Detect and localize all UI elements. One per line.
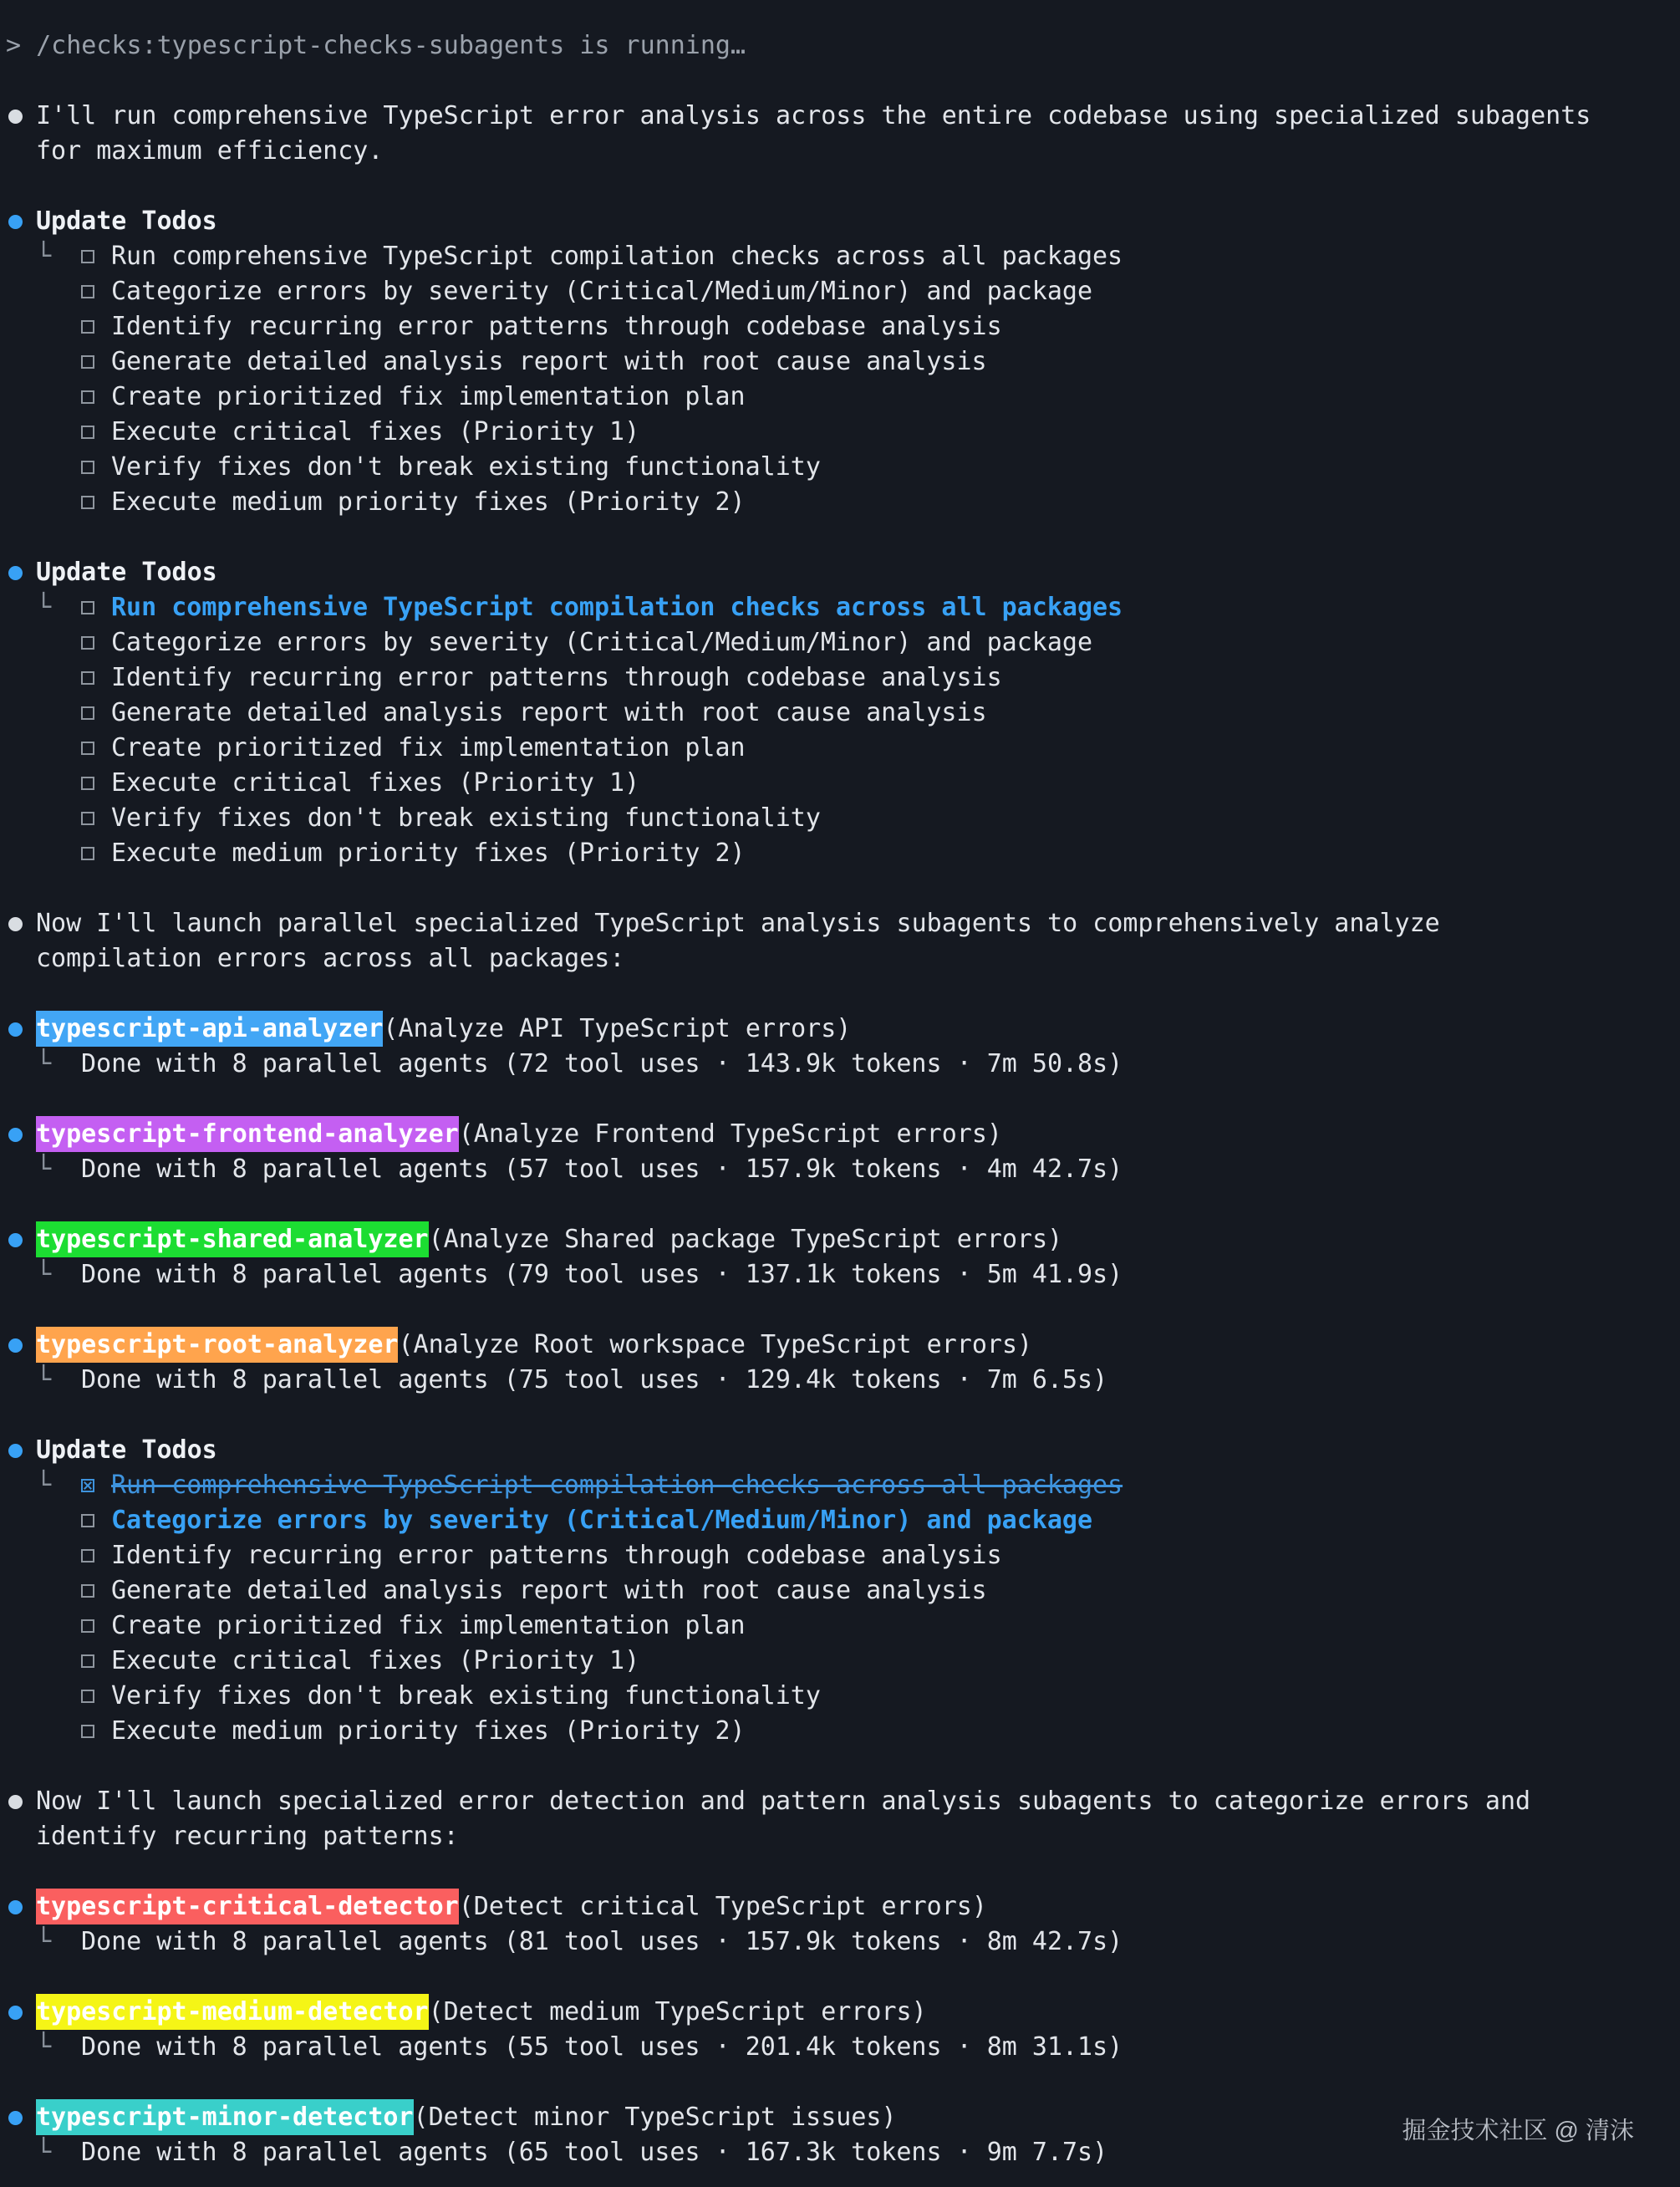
tree-connector-icon: └ — [36, 2032, 52, 2062]
bullet-icon — [8, 1022, 23, 1037]
tree-connector-icon: └ — [36, 242, 52, 271]
agent-name-chip: typescript-minor-detector — [36, 2099, 414, 2135]
tree-connector-icon: └ — [36, 1260, 52, 1289]
todo-label: Execute critical fixes (Priority 1) — [111, 417, 640, 446]
blank-line — [0, 520, 1680, 555]
blank-line — [0, 1749, 1680, 1784]
todo-checkbox-icon — [81, 250, 94, 263]
todo-item — [0, 450, 1680, 485]
agent-result: Done with 8 parallel agents (72 tool uses · 143.9k tokens · 7m 50.8s) — [81, 1049, 1123, 1078]
todos-title: Update Todos — [36, 558, 217, 587]
tree-connector-icon: └ — [36, 1155, 52, 1184]
todo-label: Generate detailed analysis report with root cause analysis — [111, 698, 987, 727]
agent-result: Done with 8 parallel agents (57 tool uses · 157.9k tokens · 4m 42.7s) — [81, 1155, 1123, 1184]
agent-result-line — [0, 1363, 1680, 1398]
todos-title: Update Todos — [36, 1435, 217, 1465]
todo-item — [0, 696, 1680, 731]
bullet-icon — [8, 215, 23, 229]
todo-checkbox-icon — [81, 285, 94, 298]
blank-line — [0, 871, 1680, 906]
todo-item — [0, 415, 1680, 450]
todo-label: Identify recurring error patterns through codebase analysis — [111, 663, 1002, 692]
todo-item — [0, 274, 1680, 309]
bullet-icon — [8, 1338, 23, 1353]
todo-label: Categorize errors by severity (Critical/Medium/Minor) and package — [111, 628, 1092, 657]
todo-item — [0, 485, 1680, 520]
todo-item — [0, 309, 1680, 344]
todo-label: Create prioritized fix implementation plan — [111, 733, 746, 762]
tree-connector-icon: └ — [36, 1471, 52, 1500]
bullet-icon — [8, 566, 23, 580]
todo-label: Execute medium priority fixes (Priority 2) — [111, 839, 746, 868]
terminal-line — [0, 906, 1680, 941]
blank-line — [0, 1960, 1680, 1995]
agent-line — [0, 1117, 1680, 1152]
todo-item — [0, 590, 1680, 625]
todo-checkbox-icon — [81, 706, 94, 720]
todo-checkbox-icon — [81, 777, 94, 790]
todo-label: Execute medium priority fixes (Priority 2) — [111, 1716, 746, 1746]
todo-item — [0, 1503, 1680, 1538]
blank-line — [0, 976, 1680, 1012]
agent-result: Done with 8 parallel agents (65 tool uses · 167.3k tokens · 9m 7.7s) — [81, 2138, 1108, 2167]
todo-label: Categorize errors by severity (Critical/Medium/Minor) and package — [111, 277, 1092, 306]
todo-item — [0, 1468, 1680, 1503]
command-text: > /checks:typescript-checks-subagents is running… — [6, 31, 746, 60]
todo-checkbox-icon — [81, 1619, 94, 1633]
agent-result-line — [0, 1152, 1680, 1187]
todo-checkbox-icon — [81, 1514, 94, 1527]
agent-result: Done with 8 parallel agents (75 tool uses · 129.4k tokens · 7m 6.5s) — [81, 1365, 1108, 1394]
agent-line — [0, 1889, 1680, 1924]
tree-connector-icon: └ — [36, 1365, 52, 1394]
todo-item — [0, 766, 1680, 801]
paragraph-text: for maximum efficiency. — [36, 136, 384, 166]
todo-checkbox-icon — [81, 847, 94, 860]
todo-checkbox-icon — [81, 496, 94, 509]
todo-item — [0, 1538, 1680, 1573]
todo-checkbox-icon — [81, 671, 94, 685]
todo-item — [0, 660, 1680, 696]
paragraph-text: compilation errors across all packages: — [36, 944, 625, 973]
todo-label: Execute medium priority fixes (Priority 2) — [111, 487, 746, 517]
bullet-icon — [8, 1444, 23, 1458]
todo-checkbox-icon — [81, 426, 94, 439]
blank-line — [0, 1187, 1680, 1222]
todo-checkbox-icon — [81, 320, 94, 334]
agent-name-chip: typescript-frontend-analyzer — [36, 1116, 459, 1152]
agent-name-chip: typescript-critical-detector — [36, 1889, 459, 1924]
blank-line — [0, 1854, 1680, 1889]
terminal-line — [0, 1784, 1680, 1819]
agent-description: (Detect minor TypeScript issues) — [413, 2103, 897, 2132]
bullet-icon — [8, 1795, 23, 1809]
todo-item — [0, 1714, 1680, 1749]
todo-item — [0, 1679, 1680, 1714]
todo-item — [0, 625, 1680, 660]
todo-label: Execute critical fixes (Priority 1) — [111, 1646, 640, 1675]
agent-result-line — [0, 1924, 1680, 1960]
todo-checkbox-icon — [81, 1725, 94, 1738]
agent-result-line — [0, 1257, 1680, 1292]
blank-line — [0, 2065, 1680, 2100]
todo-checkbox-icon — [81, 742, 94, 755]
watermark: 掘金技术社区 @ 清沫 — [1402, 2118, 1634, 2144]
todo-item — [0, 239, 1680, 274]
agent-description: (Analyze Shared package TypeScript errors) — [428, 1225, 1063, 1254]
agent-result-line — [0, 2030, 1680, 2065]
agent-description: (Analyze Root workspace TypeScript errors) — [398, 1330, 1033, 1359]
todo-label: Identify recurring error patterns through codebase analysis — [111, 1541, 1002, 1570]
agent-result: Done with 8 parallel agents (79 tool uses · 137.1k tokens · 5m 41.9s) — [81, 1260, 1123, 1289]
todo-label: Run comprehensive TypeScript compilation checks across all packages — [111, 1471, 1123, 1500]
todo-checkbox-icon — [81, 355, 94, 369]
paragraph-text: identify recurring patterns: — [36, 1822, 459, 1851]
terminal-line — [0, 941, 1680, 976]
todo-item — [0, 344, 1680, 380]
todo-label: Verify fixes don't break existing functionality — [111, 803, 821, 833]
blank-line — [0, 169, 1680, 204]
agent-result-line — [0, 1047, 1680, 1082]
bullet-icon — [8, 917, 23, 931]
todo-label: Create prioritized fix implementation plan — [111, 1611, 746, 1640]
tree-connector-icon: └ — [36, 593, 52, 622]
terminal-line — [0, 134, 1680, 169]
blank-line — [0, 1398, 1680, 1433]
blank-line — [0, 64, 1680, 99]
todo-item — [0, 1644, 1680, 1679]
todo-label: Categorize errors by severity (Critical/Medium/Minor) and package — [111, 1506, 1092, 1535]
bullet-icon — [8, 1233, 23, 1247]
todos-title: Update Todos — [36, 206, 217, 236]
agent-line — [0, 1222, 1680, 1257]
bullet-icon — [8, 2111, 23, 2125]
todo-checkbox-icon — [81, 390, 94, 404]
todo-checkbox-icon — [81, 1654, 94, 1668]
todo-item — [0, 1608, 1680, 1644]
terminal-line — [0, 555, 1680, 590]
paragraph-text: I'll run comprehensive TypeScript error analysis across the entire codebase using specialized subagents — [36, 101, 1591, 130]
paragraph-text: Now I'll launch parallel specialized TypeScript analysis subagents to comprehensively analyze — [36, 909, 1440, 938]
agent-description: (Analyze API TypeScript errors) — [383, 1014, 852, 1043]
agent-line — [0, 1328, 1680, 1363]
todo-label: Verify fixes don't break existing functionality — [111, 452, 821, 482]
terminal-line — [0, 1819, 1680, 1854]
agent-description: (Detect critical TypeScript errors) — [458, 1892, 987, 1921]
agent-name-chip: typescript-medium-detector — [36, 1994, 429, 2030]
todo-checkbox-icon — [81, 636, 94, 650]
tree-connector-icon: └ — [36, 2138, 52, 2167]
agent-name-chip: typescript-api-analyzer — [36, 1011, 383, 1047]
agent-description: (Analyze Frontend TypeScript errors) — [458, 1119, 1002, 1149]
paragraph-text: Now I'll launch specialized error detection and pattern analysis subagents to categorize errors and — [36, 1787, 1531, 1816]
todo-label: Create prioritized fix implementation plan — [111, 382, 746, 411]
todo-label: Identify recurring error patterns through codebase analysis — [111, 312, 1002, 341]
todo-item — [0, 731, 1680, 766]
todo-checkbox-icon — [81, 1584, 94, 1598]
todo-checkbox-icon — [81, 812, 94, 825]
agent-name-chip: typescript-shared-analyzer — [36, 1221, 429, 1257]
agent-description: (Detect medium TypeScript errors) — [428, 1997, 927, 2026]
agent-result: Done with 8 parallel agents (55 tool uses · 201.4k tokens · 8m 31.1s) — [81, 2032, 1123, 2062]
bullet-icon — [8, 110, 23, 124]
agent-result: Done with 8 parallel agents (81 tool uses · 157.9k tokens · 8m 42.7s) — [81, 1927, 1123, 1956]
bullet-icon — [8, 2006, 23, 2020]
blank-line — [0, 1292, 1680, 1328]
todo-item — [0, 380, 1680, 415]
terminal-line — [0, 1433, 1680, 1468]
tree-connector-icon: └ — [36, 1049, 52, 1078]
todo-label: Run comprehensive TypeScript compilation checks across all packages — [111, 242, 1123, 271]
todo-checkbox-icon — [81, 601, 94, 614]
bullet-icon — [8, 1900, 23, 1914]
todo-checkbox-icon — [81, 1549, 94, 1563]
terminal-line — [0, 204, 1680, 239]
terminal-line — [0, 28, 1680, 64]
todo-label: Run comprehensive TypeScript compilation checks across all packages — [111, 593, 1123, 622]
terminal-line — [0, 99, 1680, 134]
agent-name-chip: typescript-root-analyzer — [36, 1327, 398, 1363]
todo-label: Generate detailed analysis report with root cause analysis — [111, 347, 987, 376]
agent-line — [0, 1012, 1680, 1047]
agent-line — [0, 1995, 1680, 2030]
todo-checkbox-icon — [81, 1690, 94, 1703]
todo-label: Execute critical fixes (Priority 1) — [111, 768, 640, 798]
todo-label: Generate detailed analysis report with root cause analysis — [111, 1576, 987, 1605]
todo-label: Verify fixes don't break existing functionality — [111, 1681, 821, 1710]
todo-checkbox-icon — [81, 461, 94, 474]
todo-checkbox-checked-icon — [81, 1479, 94, 1492]
todo-item — [0, 801, 1680, 836]
blank-line — [0, 1082, 1680, 1117]
bullet-icon — [8, 1128, 23, 1142]
todo-item — [0, 836, 1680, 871]
todo-item — [0, 1573, 1680, 1608]
tree-connector-icon: └ — [36, 1927, 52, 1956]
